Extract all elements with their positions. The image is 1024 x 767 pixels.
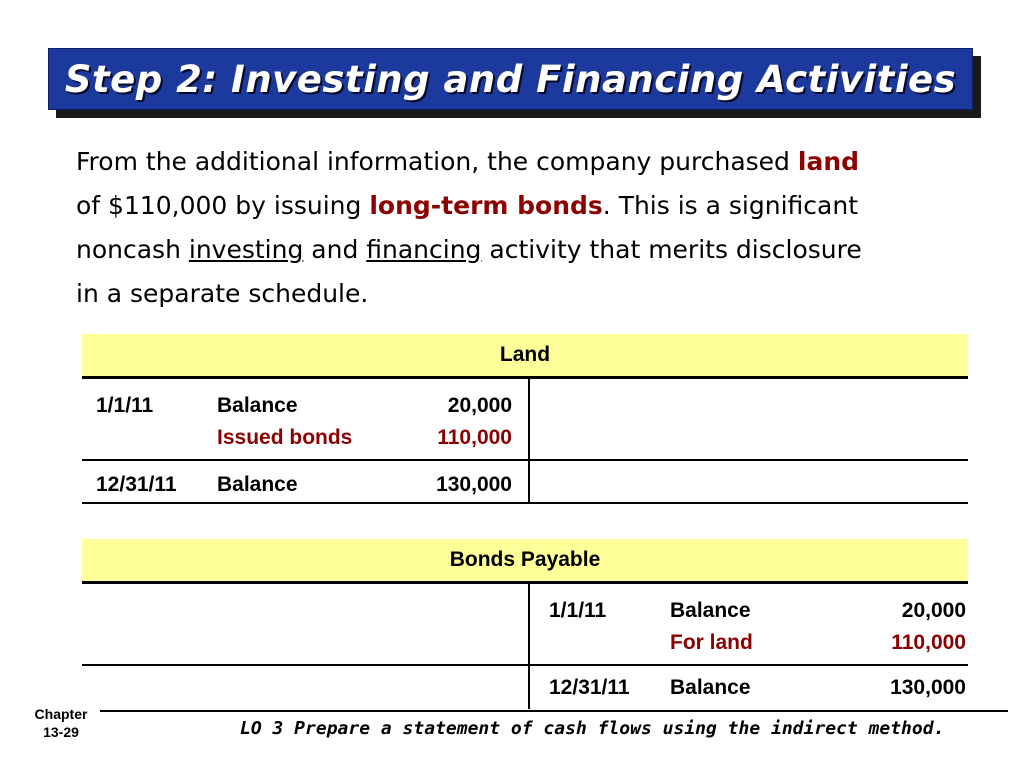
chapter-label	[20, 705, 102, 741]
land-row2-amount: 110,000	[437, 426, 512, 449]
paragraph-line-2	[76, 184, 1006, 228]
underline-financing: financing	[366, 235, 482, 264]
land-ending-date: 12/31/11	[96, 473, 177, 496]
highlight-land: land	[797, 147, 860, 176]
bonds-ending-label: Balance	[670, 676, 751, 699]
text-run: . This is a significant	[602, 191, 858, 220]
title-banner	[48, 48, 973, 110]
bonds-row1-amount: 20,000	[901, 599, 966, 622]
text-run: noncash	[76, 235, 189, 264]
bonds-row2-amount: 110,000	[891, 631, 966, 654]
footer-rule	[100, 710, 1008, 712]
text-run: activity that merits disclosure	[481, 235, 862, 264]
bonds-row1-label: Balance	[670, 599, 751, 622]
t-account-subtotal-line	[82, 459, 968, 461]
learning-objective: LO 3 Prepare a statement of cash flows using the indirect method.	[240, 718, 945, 739]
land-row1-amount: 20,000	[447, 394, 512, 417]
chapter-number: 13-29	[43, 724, 79, 740]
bonds-payable-t-account	[82, 539, 968, 711]
body-paragraph	[76, 140, 1006, 316]
text-run: From the additional information, the company purchased	[76, 147, 798, 176]
land-t-account	[82, 334, 968, 506]
paragraph-line-4	[76, 272, 1006, 316]
bonds-account-header: Bonds Payable	[82, 539, 968, 584]
land-account-header: Land	[82, 334, 968, 379]
land-row1-date: 1/1/11	[96, 394, 154, 417]
paragraph-line-1	[76, 140, 1006, 184]
t-account-divider	[528, 584, 530, 709]
chapter-text: Chapter	[34, 706, 88, 722]
bonds-row2-label: For land	[670, 631, 753, 654]
land-ending-amount: 130,000	[436, 473, 512, 496]
text-run: of $110,000 by issuing	[76, 191, 370, 220]
land-row2-label: Issued bonds	[217, 426, 353, 449]
t-account-subtotal-line	[82, 664, 968, 666]
land-ending-label: Balance	[217, 473, 298, 496]
highlight-bonds: long-term bonds	[369, 191, 603, 220]
bonds-ending-date: 12/31/11	[549, 676, 630, 699]
paragraph-line-3	[76, 228, 1006, 272]
text-run: and	[303, 235, 367, 264]
text-run: in a separate schedule.	[76, 279, 369, 308]
t-account-bottom-line	[82, 502, 968, 504]
bonds-ending-amount: 130,000	[890, 676, 966, 699]
slide-title: Step 2: Investing and Financing Activities	[64, 57, 957, 101]
bonds-row1-date: 1/1/11	[549, 599, 607, 622]
land-row1-label: Balance	[217, 394, 298, 417]
t-account-divider	[528, 379, 530, 504]
underline-investing: investing	[188, 235, 304, 264]
